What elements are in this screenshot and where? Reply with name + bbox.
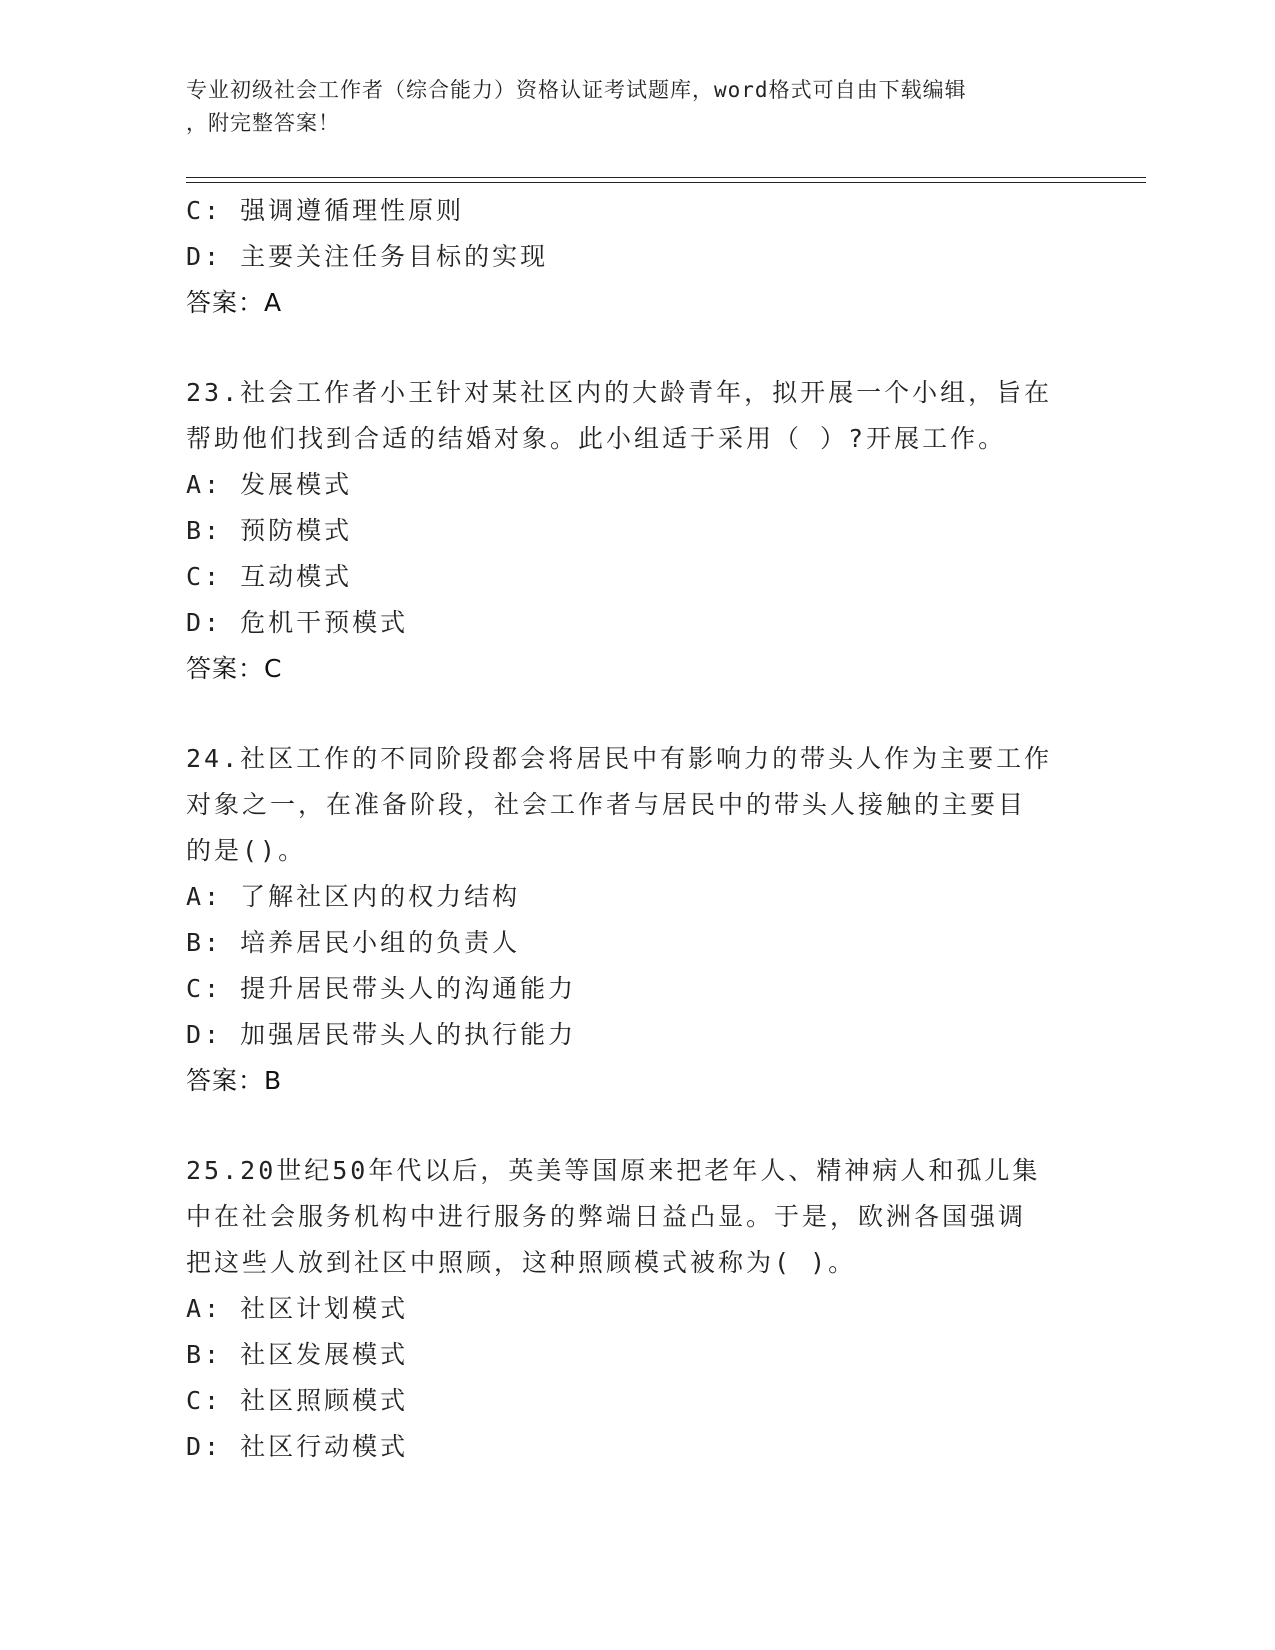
question-25	[186, 1148, 1086, 1470]
option-d: D: 主要关注任务目标的实现	[186, 242, 549, 271]
option-c: C: 强调遵循理性原则	[186, 196, 465, 225]
header-line-2: ，附完整答案！	[186, 111, 340, 135]
option-b: B: 预防模式	[186, 516, 353, 545]
page-header	[186, 74, 1066, 140]
option-a: A: 了解社区内的权力结构	[186, 882, 521, 911]
question-content	[186, 188, 1086, 1470]
question-text-line: 把这些人放到社区中照顾，这种照顾模式被称为( )。	[186, 1248, 857, 1277]
spacer	[186, 692, 1086, 736]
option-c: C: 社区照顾模式	[186, 1386, 409, 1415]
answer-label: 答案：A	[186, 288, 283, 317]
answer-label: 答案：B	[186, 1066, 283, 1095]
option-b: B: 培养居民小组的负责人	[186, 928, 521, 957]
question-text-line: 24.社区工作的不同阶段都会将居民中有影响力的带头人作为主要工作	[186, 744, 1053, 773]
question-24	[186, 736, 1086, 1104]
question-text-line: 23.社会工作者小王针对某社区内的大龄青年，拟开展一个小组，旨在	[186, 378, 1053, 407]
spacer	[186, 326, 1086, 370]
question-text-line: 25.20世纪50年代以后，英美等国原来把老年人、精神病人和孤儿集	[186, 1156, 1041, 1185]
question-text-line: 帮助他们找到合适的结婚对象。此小组适于采用（ ）?开展工作。	[186, 424, 1007, 453]
header-line-1: 专业初级社会工作者（综合能力）资格认证考试题库，word格式可自由下载编辑	[186, 78, 967, 102]
previous-question-tail	[186, 188, 1086, 326]
option-b: B: 社区发展模式	[186, 1340, 409, 1369]
question-text-line: 中在社会服务机构中进行服务的弊端日益凸显。于是，欧洲各国强调	[186, 1202, 1027, 1231]
option-c: C: 互动模式	[186, 562, 353, 591]
option-a: A: 社区计划模式	[186, 1294, 409, 1323]
option-d: D: 危机干预模式	[186, 608, 409, 637]
option-a: A: 发展模式	[186, 470, 353, 499]
header-divider-bottom	[186, 182, 1146, 183]
question-text-line: 对象之一，在准备阶段，社会工作者与居民中的带头人接触的主要目	[186, 790, 1027, 819]
answer-label: 答案：C	[186, 654, 283, 683]
spacer	[186, 1104, 1086, 1148]
question-text-line: 的是()。	[186, 836, 307, 865]
option-d: D: 加强居民带头人的执行能力	[186, 1020, 577, 1049]
header-divider-top	[186, 177, 1146, 178]
question-23	[186, 370, 1086, 692]
option-d: D: 社区行动模式	[186, 1432, 409, 1461]
option-c: C: 提升居民带头人的沟通能力	[186, 974, 577, 1003]
